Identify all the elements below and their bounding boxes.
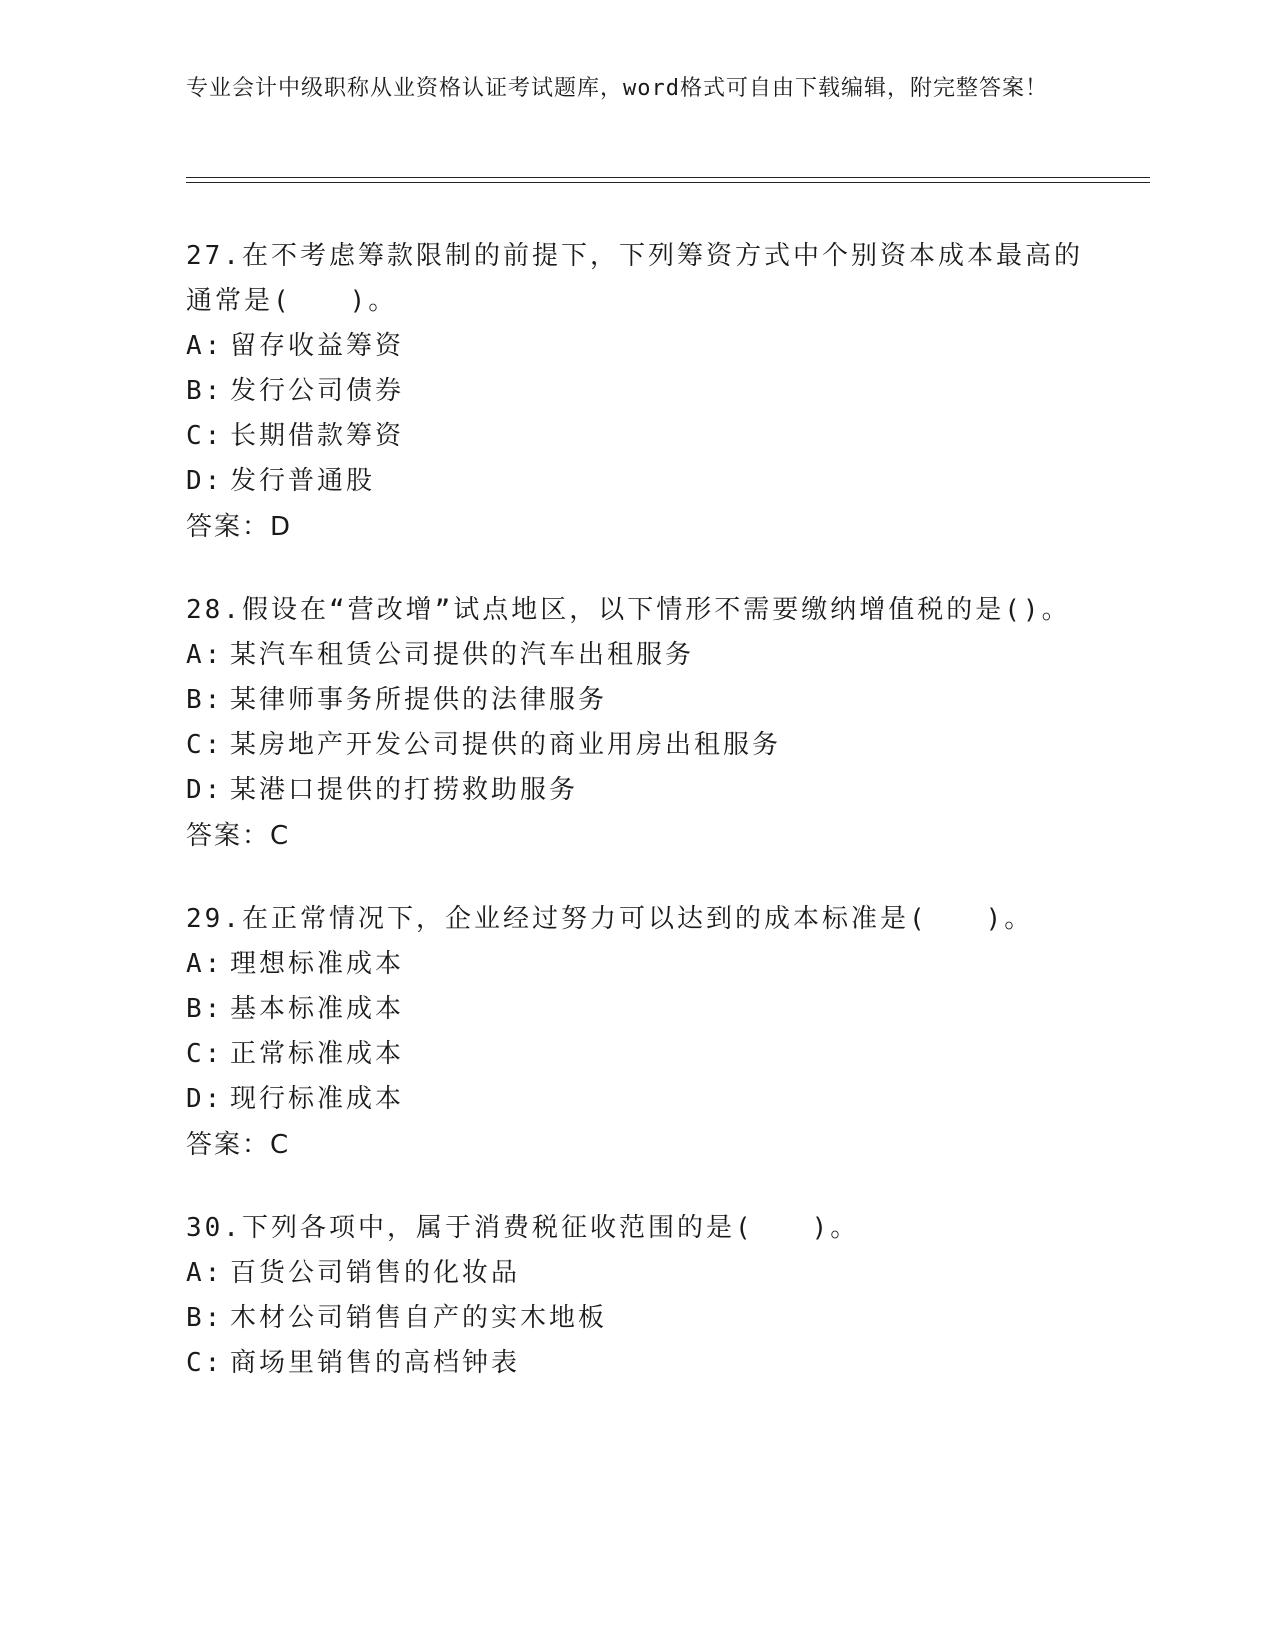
option-b [186,987,1086,1032]
option-text: 商场里销售的高档钟表 [230,1348,521,1378]
option-c [186,414,1086,459]
option-text: 某律师事务所提供的法律服务 [230,685,608,715]
answer-line: 答案：D [186,512,293,542]
option-text: 某港口提供的打捞救助服务 [230,775,579,805]
option-text: 百货公司销售的化妆品 [230,1258,521,1288]
option-letter: C: [186,730,224,760]
option-letter: D: [186,1084,224,1114]
option-a [186,324,1086,369]
option-text: 正常标准成本 [230,1039,405,1069]
option-d [186,459,1086,504]
option-a [186,1251,1086,1296]
option-c [186,1341,1086,1386]
option-text: 发行公司债券 [230,376,405,406]
option-d [186,768,1086,813]
option-b [186,678,1086,723]
option-letter: B: [186,1303,224,1333]
option-text: 现行标准成本 [230,1084,405,1114]
option-a [186,942,1086,987]
option-letter: C: [186,1039,224,1069]
option-d [186,1077,1086,1122]
option-text: 长期借款筹资 [230,421,405,451]
option-letter: A: [186,949,224,979]
option-letter: A: [186,640,224,670]
option-b [186,369,1086,414]
option-text: 基本标准成本 [230,994,405,1024]
option-c [186,1032,1086,1077]
question-stem: 29.在正常情况下，企业经过努力可以达到的成本标准是( )。 [186,904,1034,934]
option-text: 某房地产开发公司提供的商业用房出租服务 [230,730,782,760]
header-rule-top [186,177,1150,178]
document-header: 专业会计中级职称从业资格认证考试题库，word格式可自由下载编辑，附完整答案！ [186,76,1048,101]
option-text: 木材公司销售自产的实木地板 [230,1303,608,1333]
answer-line: 答案：C [186,821,291,851]
option-text: 发行普通股 [230,466,376,496]
option-b [186,1296,1086,1341]
option-letter: B: [186,685,224,715]
question-28 [186,588,1086,859]
option-letter: A: [186,1258,224,1288]
option-text: 理想标准成本 [230,949,405,979]
question-29 [186,897,1086,1168]
option-letter: B: [186,376,224,406]
option-text: 某汽车租赁公司提供的汽车出租服务 [230,640,695,670]
option-letter: D: [186,466,224,496]
option-letter: D: [186,775,224,805]
option-letter: C: [186,1348,224,1378]
question-stem: 27.在不考虑筹款限制的前提下，下列筹资方式中个别资本成本最高的通常是( )。 [186,241,1083,316]
header-rule-bottom [186,182,1150,183]
question-30 [186,1206,1086,1386]
answer-line: 答案：C [186,1130,291,1160]
question-27 [186,234,1086,550]
question-stem: 28.假设在“营改增”试点地区，以下情形不需要缴纳增值税的是()。 [186,595,1071,625]
option-a [186,633,1086,678]
option-c [186,723,1086,768]
option-text: 留存收益筹资 [230,331,405,361]
question-stem: 30.下列各项中，属于消费税征收范围的是( )。 [186,1213,860,1243]
option-letter: C: [186,421,224,451]
option-letter: A: [186,331,224,361]
option-letter: B: [186,994,224,1024]
question-list [186,234,1086,1424]
